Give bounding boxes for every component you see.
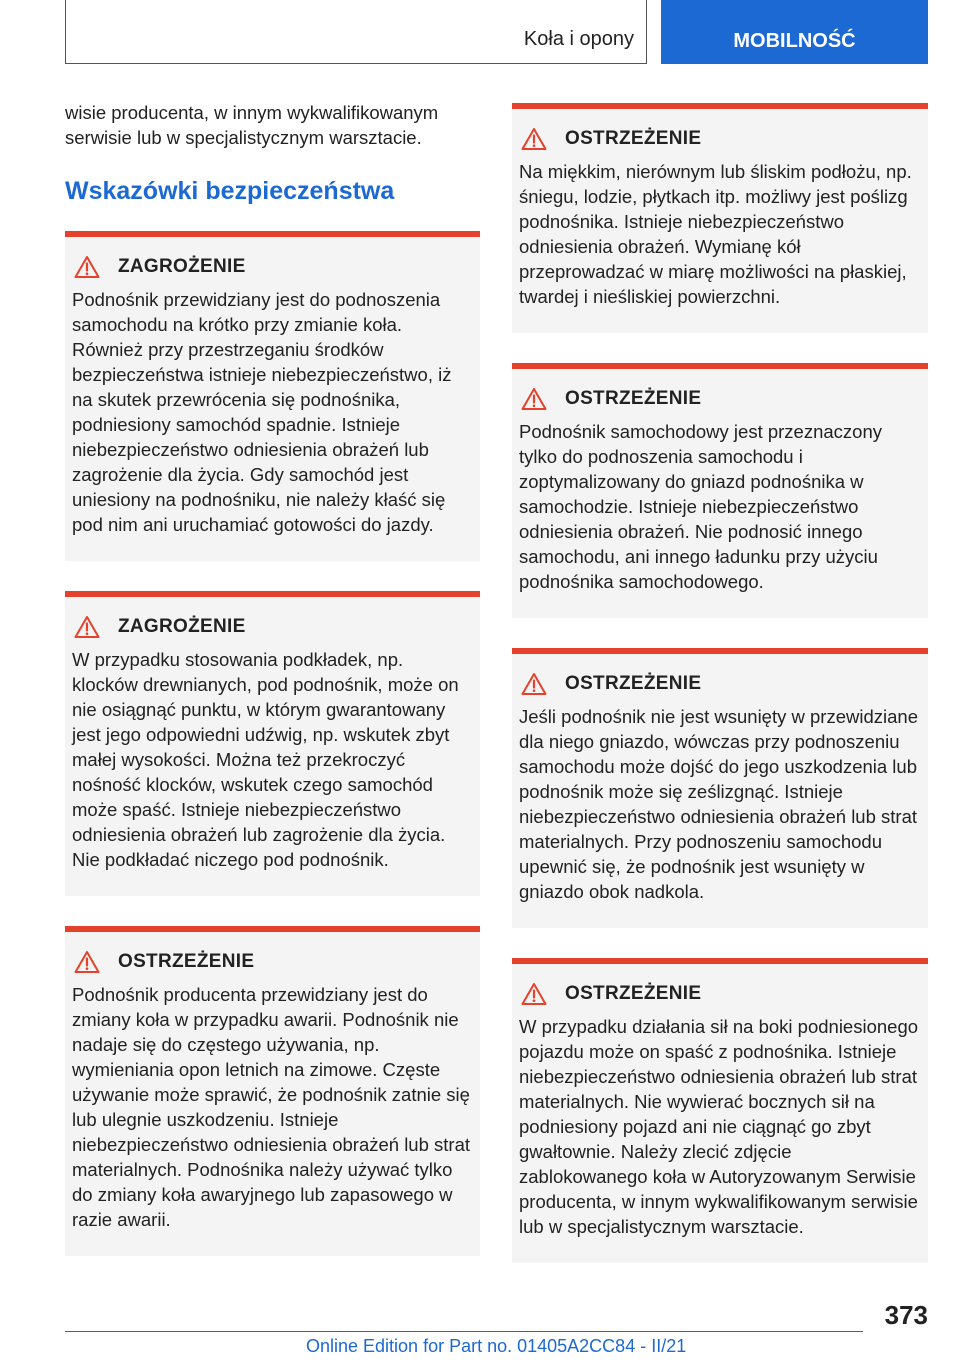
warning-text: Na miękkim, nierównym lub śliskim podłożu, np. śniegu, lodzie, płytkach itp. możliwy jest poślizg podnośnika. Istnieje niebezpieczeństwo odniesienia obrażeń. Wymianę kół przeprowadzać w miarę możliwości na płaskiej, twardej i nieśliskiej powierzchni. <box>519 161 912 307</box>
warning-header <box>519 127 920 151</box>
warning-text: Podnośnik samochodowy jest przeznaczony tylko do podnoszenia samochodu i zoptymalizowany do gniazd podnośnika w samochodzie. Istnieje niebezpieczeństwo odniesienia obrażeń. Nie podnosić innego samochodu, ani innego ładunku przy użyciu podnośnika samochodowego. <box>519 421 882 592</box>
warning-text: W przypadku działania sił na boki podniesionego pojazdu może on spaść z podnośnika. Istnieje niebezpieczeństwo odniesienia obrażeń lub strat materialnych. Nie wywierać bocznych sił na podniesiony pojazd ani nie ciągnąć go zbyt gwałtownie. Należy zlecić zdjęcie zablokowanego koła w Autoryzowanym Serwisie producenta, w innym wykwalifikowanym serwisie lub w specjalistycznym warsztacie. <box>519 1016 919 1237</box>
warning-triangle-icon <box>74 255 100 279</box>
warning-header <box>72 255 472 279</box>
warning-box <box>512 103 928 333</box>
warning-header <box>72 615 472 639</box>
warning-title: OSTRZEŻENIE <box>565 128 702 149</box>
warning-triangle-icon <box>74 950 100 974</box>
warning-text: Podnośnik przewidziany jest do podnoszenia samochodu na krótko przy zmianie koła. Również przy przestrzeganiu środków bezpieczeństwa istnieje niebezpieczeństwo, iż na skutek przewrócenia się podnośnika, podniesiony samochód spadnie. Istnieje niebezpieczeństwo odniesienia obrażeń lub zagrożenie dla życia. Gdy samochód jest uniesiony na podnośniku, nie należy kłaść się pod nim ani uruchamiać gotowości do jazdy. <box>72 289 452 535</box>
header-section-title: Koła i opony <box>523 28 634 50</box>
header-chapter-tab[interactable] <box>661 0 928 64</box>
warning-text: Jeśli podnośnik nie jest wsunięty w przewidziane dla niego gniazdo, wówczas przy podnoszeniu samochodu może dojść do jego uszkodzenia lub podnośnik może się ześlizgnąć. Istnieje niebezpieczeństwo odniesienia obrażeń lub strat materialnych. Przy podnoszeniu samochodu upewnić się, że podnośnik jest wsunięty w gniazdo obok nadkola. <box>519 706 918 902</box>
page-number: 373 <box>884 1300 928 1330</box>
warning-text: W przypadku stosowania podkładek, np. klocków drewnianych, pod podnośnik, może on nie osiągnąć punktu, w którym gwarantowany jest jego odpowiedni udźwig, np. wskutek zbyt małej wysokości. Można też przekroczyć nośność klocków, wskutek czego samochód może spaść. Istnieje niebezpieczeństwo odniesienia obrażeń lub zagrożenie dla życia. Nie podkładać niczego pod podnośnik. <box>72 649 459 870</box>
warning-title: ZAGROŻENIE <box>118 616 246 637</box>
warning-triangle-icon <box>521 387 547 411</box>
warning-title: OSTRZEŻENIE <box>565 673 702 694</box>
warning-text: Podnośnik producenta przewidziany jest do zmiany koła w przypadku awarii. Podnośnik nie nadaje się do częstego używania, np. wymieniania opon letnich na zimowe. Częste używanie może sprawić, że podnośnik zatnie się lub ulegnie uszkodzeniu. Istnieje niebezpieczeństwo odniesienia obrażeń lub strat materialnych. Podnośnika należy używać tylko do zmiany koła awaryjnego lub zapasowego w razie awarii. <box>72 984 471 1230</box>
warning-box <box>512 648 928 928</box>
section-title: Wskazówki bezpieczeństwa <box>65 177 395 205</box>
right-column <box>512 103 928 1293</box>
warning-triangle-icon <box>521 127 547 151</box>
warning-title: ZAGROŻENIE <box>118 256 246 277</box>
warning-header <box>519 672 920 696</box>
warning-header <box>72 950 472 974</box>
intro-text: wisie producenta, w innym wykwalifikowanym serwisie lub w specjalistycznym warsztacie. <box>65 102 439 148</box>
warning-box <box>65 591 480 896</box>
warning-box <box>65 231 480 561</box>
warning-box <box>65 926 480 1256</box>
header-chapter-label: MOBILNOŚĆ <box>733 29 856 52</box>
warning-header <box>519 982 920 1006</box>
left-column <box>65 100 480 1286</box>
footer-divider <box>65 1331 863 1332</box>
warning-triangle-icon <box>74 615 100 639</box>
warning-box <box>512 958 928 1263</box>
footer-text: Online Edition for Part no. 01405A2CC84 - II/21 <box>306 1336 687 1356</box>
warning-title: OSTRZEŻENIE <box>565 983 702 1004</box>
warning-triangle-icon <box>521 672 547 696</box>
warning-title: OSTRZEŻENIE <box>565 388 702 409</box>
warning-title: OSTRZEŻENIE <box>118 951 255 972</box>
warning-triangle-icon <box>521 982 547 1006</box>
warning-box <box>512 363 928 618</box>
warning-header <box>519 387 920 411</box>
